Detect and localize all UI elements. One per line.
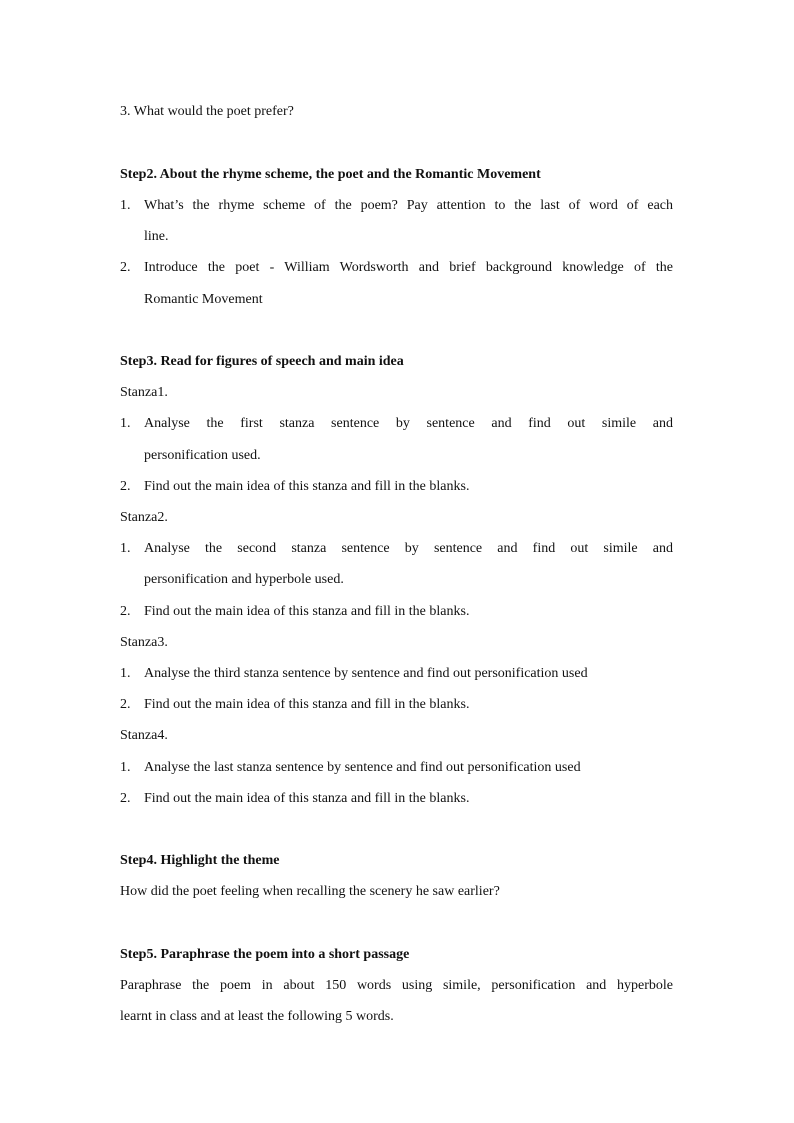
stanza2-label: Stanza2. [120, 510, 168, 525]
item-text: Find out the main idea of this stanza and fill in the blanks. [144, 697, 470, 712]
item-number: 2. [120, 697, 131, 712]
item-number: 2. [120, 604, 131, 619]
intro-question: 3. What would the poet prefer? [120, 104, 294, 119]
item-number: 1. [120, 760, 131, 775]
item-text: Introduce the poet - William Wordsworth and brief background knowledge of the [144, 260, 673, 275]
stanza1-label: Stanza1. [120, 385, 168, 400]
item-number: 2. [120, 791, 131, 806]
item-number: 1. [120, 666, 131, 681]
item-text-continued: Romantic Movement [144, 292, 263, 307]
step5-text-continued: learnt in class and at least the following 5 words. [120, 1009, 394, 1024]
step5-heading: Step5. Paraphrase the poem into a short passage [120, 947, 410, 962]
step5-text: Paraphrase the poem in about 150 words using simile, personification and hyperbole [120, 978, 673, 993]
item-text: Analyse the third stanza sentence by sentence and find out personification used [144, 666, 588, 681]
step2-heading: Step2. About the rhyme scheme, the poet and the Romantic Movement [120, 167, 541, 182]
item-number: 1. [120, 416, 131, 431]
step4-text: How did the poet feeling when recalling the scenery he saw earlier? [120, 884, 500, 899]
item-text-continued: line. [144, 229, 169, 244]
item-text: Analyse the second stanza sentence by sentence and find out simile and [144, 541, 673, 556]
step4-heading: Step4. Highlight the theme [120, 853, 280, 868]
item-number: 1. [120, 198, 131, 213]
item-number: 2. [120, 479, 131, 494]
item-text: What’s the rhyme scheme of the poem? Pay attention to the last of word of each [144, 198, 673, 213]
item-text: Analyse the last stanza sentence by sentence and find out personification used [144, 760, 581, 775]
item-text: Find out the main idea of this stanza and fill in the blanks. [144, 791, 470, 806]
item-number: 1. [120, 541, 131, 556]
item-text-continued: personification and hyperbole used. [144, 572, 344, 587]
item-number: 2. [120, 260, 131, 275]
stanza3-label: Stanza3. [120, 635, 168, 650]
item-text: Find out the main idea of this stanza and fill in the blanks. [144, 604, 470, 619]
step3-heading: Step3. Read for figures of speech and main idea [120, 354, 404, 369]
item-text-continued: personification used. [144, 448, 261, 463]
item-text: Find out the main idea of this stanza and fill in the blanks. [144, 479, 470, 494]
stanza4-label: Stanza4. [120, 728, 168, 743]
item-text: Analyse the first stanza sentence by sentence and find out simile and [144, 416, 673, 431]
